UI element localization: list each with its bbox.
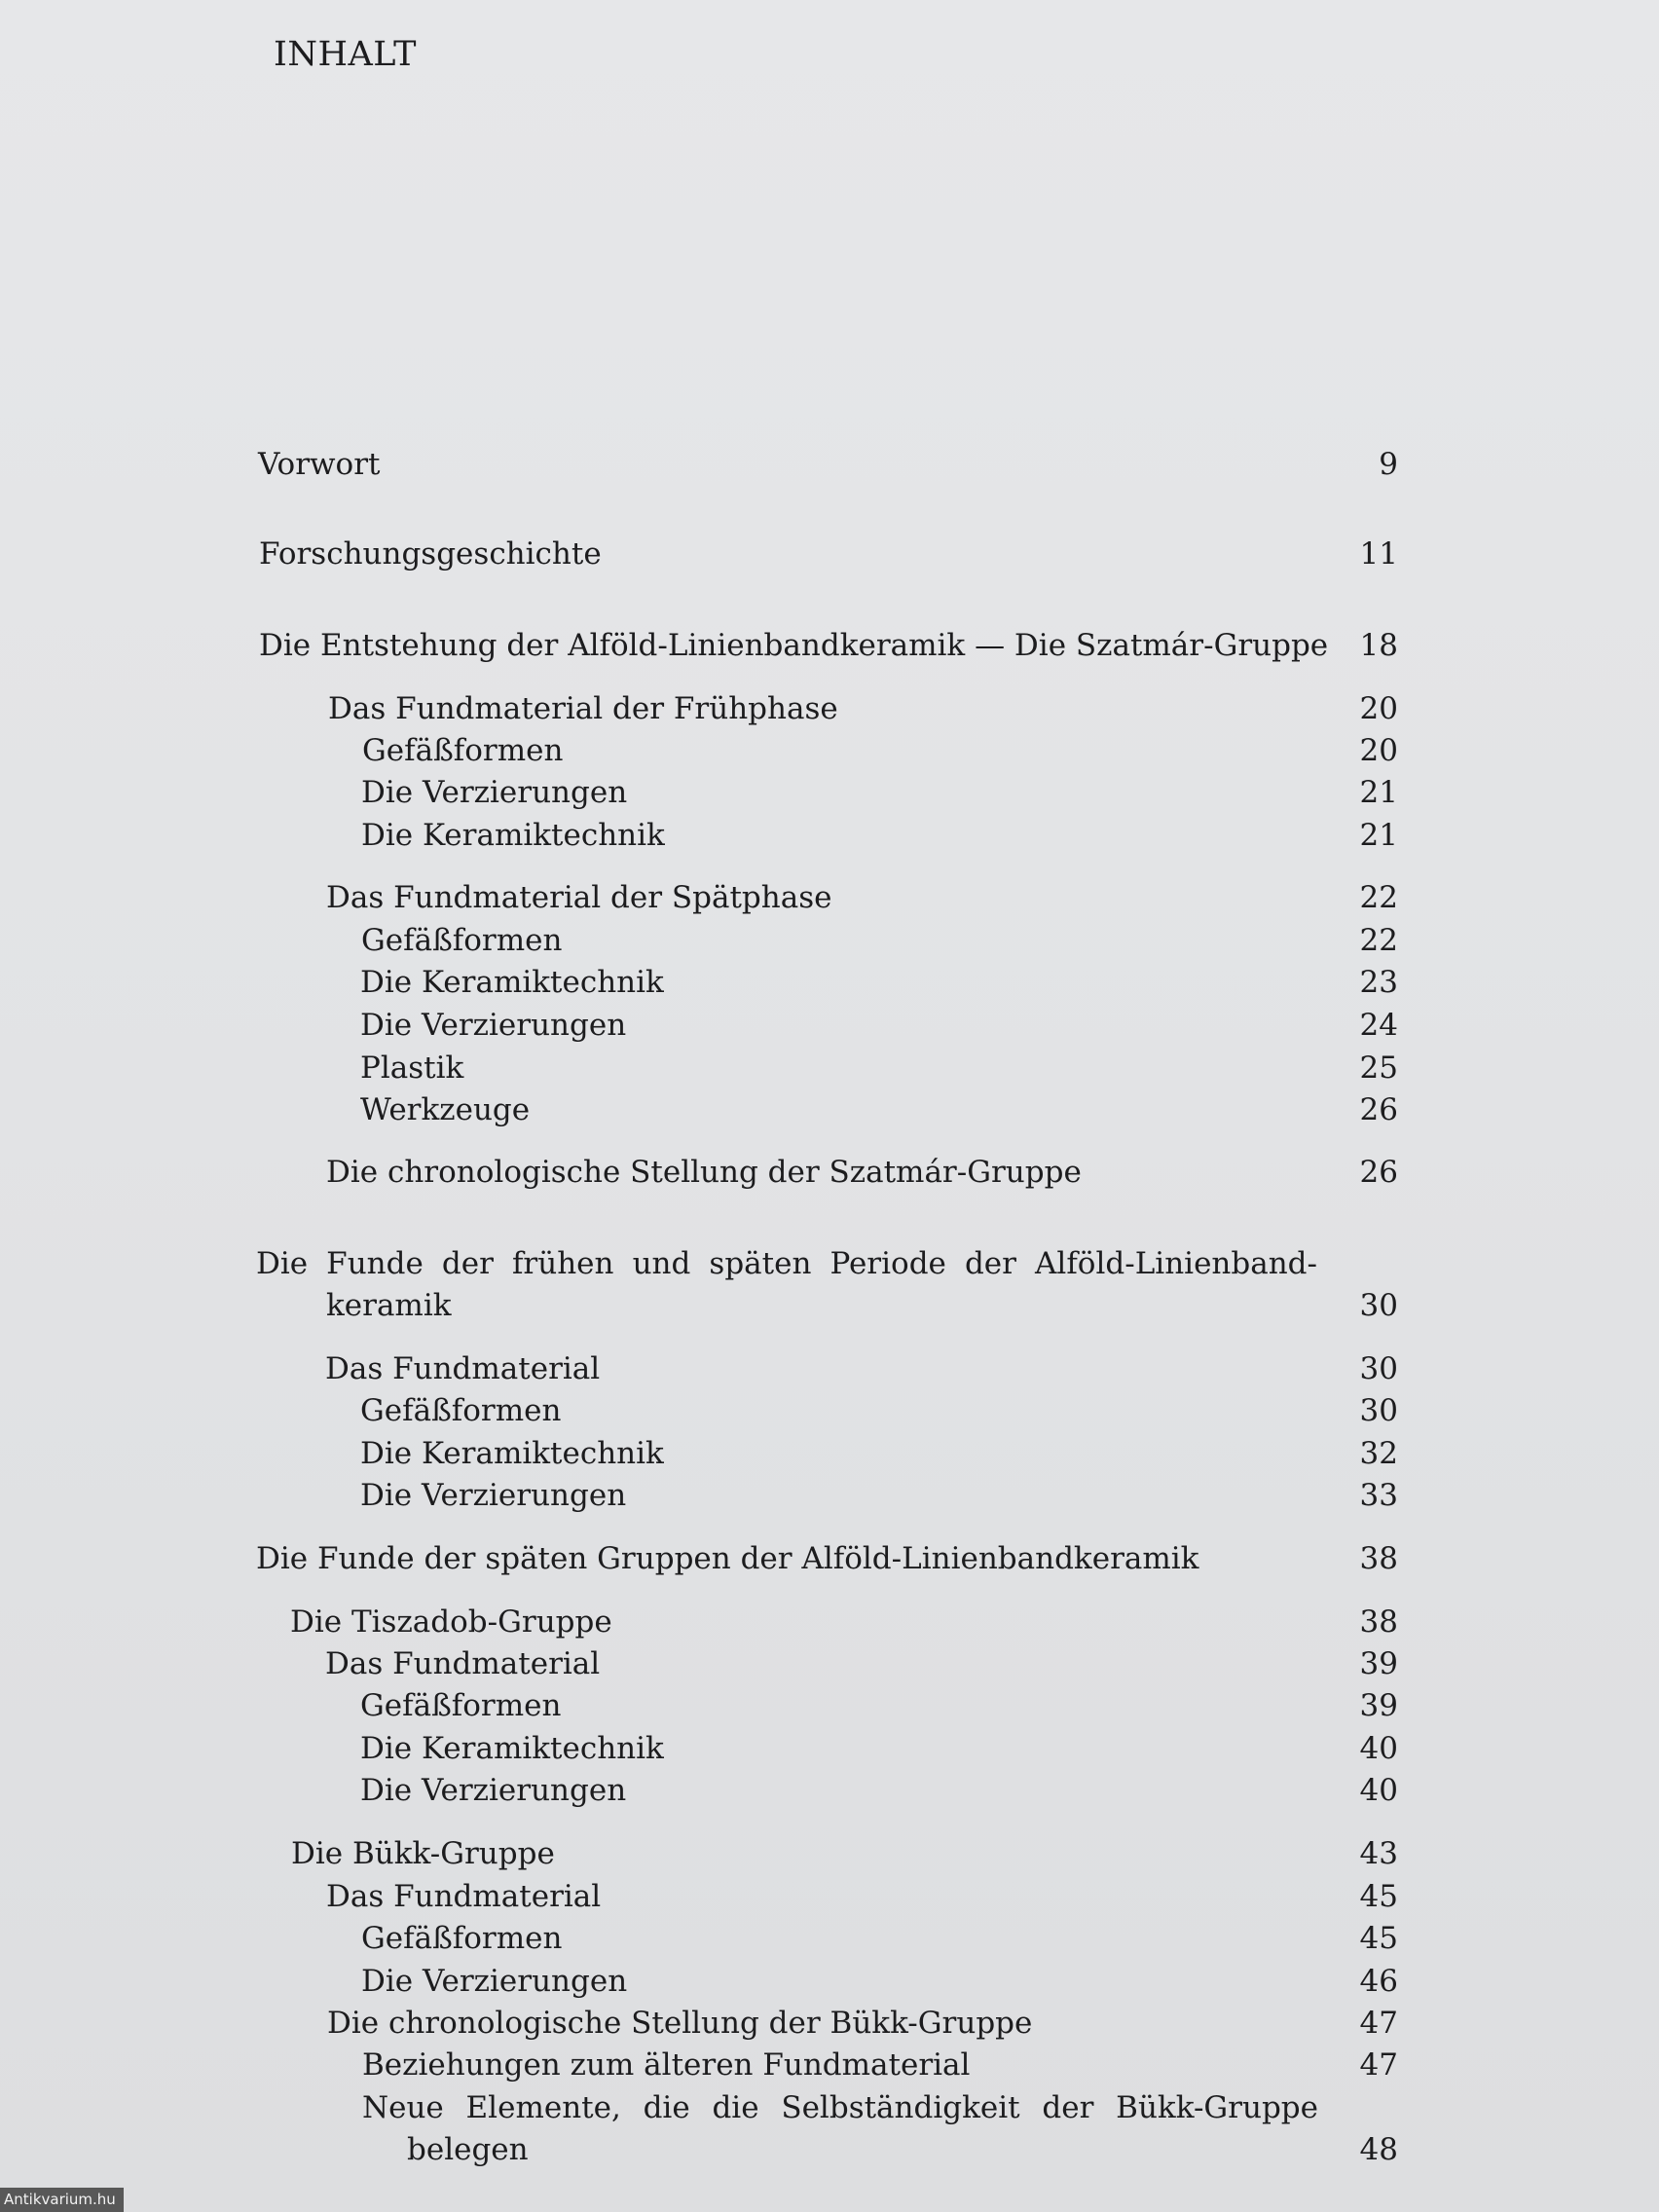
toc-entry-title: Die Verzierungen [360,1478,627,1513]
toc-entry-page: 21 [1359,818,1398,853]
toc-entry-page: 39 [1359,1688,1398,1723]
toc-entry-title: Die Verzierungen [361,1964,628,1999]
toc-entry-neue-elemente[interactable] [0,2086,1659,2129]
toc-entry-title: Gefäßformen [360,1393,562,1428]
toc-entry-verzierungen[interactable] [0,1960,1659,2003]
toc-entry-page: 45 [1359,1879,1398,1914]
toc-entry-page: 22 [1359,923,1398,958]
toc-entry-page: 39 [1359,1646,1398,1681]
toc-entry-page: 33 [1359,1478,1398,1513]
toc-entry-gefaessformen[interactable] [0,729,1659,772]
toc-entry-beziehungen[interactable] [0,2044,1659,2086]
toc-entry-page: 45 [1359,1921,1398,1956]
toc-entry-page: 38 [1359,1541,1398,1576]
toc-entry-title: Die Verzierungen [361,775,628,810]
toc-entry-page: 40 [1359,1773,1398,1808]
toc-entry-chronologische-stellung-szatmar[interactable] [0,1151,1659,1194]
toc-entry-title: Die Verzierungen [360,1773,627,1808]
toc-entry-keramiktechnik[interactable] [0,961,1659,1004]
toc-entry-title: Forschungsgeschichte [259,536,602,571]
toc-entry-title: Die Verzierungen [360,1008,627,1043]
toc-entry-fundmaterial[interactable] [0,1875,1659,1918]
toc-entry-tiszadob-gruppe[interactable] [0,1601,1659,1643]
toc-entry-title: Die chronologische Stellung der Bükk-Gruppe [327,2006,1033,2041]
toc-entry-page: 22 [1359,880,1398,915]
toc-entry-page: 32 [1359,1436,1398,1471]
toc-entry-forschungsgeschichte[interactable] [0,533,1659,575]
toc-entry-title: Neue Elemente, die die Selbständigkeit der Bükk-Gruppe [362,2090,1318,2125]
toc-entry-title: Gefäßformen [362,733,564,768]
toc-entry-page: 30 [1359,1351,1398,1386]
toc-entry-title: Die Keramiktechnik [360,1436,664,1471]
toc-entry-page: 20 [1359,691,1398,726]
toc-entry-title: Die Funde der frühen und späten Periode der Alföld-Linienband- [256,1246,1317,1281]
toc-entry-chronologische-stellung-buekk[interactable] [0,2002,1659,2045]
watermark: Antikvarium.hu [0,2188,124,2212]
toc-entry-title: Das Fundmaterial [325,1351,601,1386]
toc-entry-fundmaterial-spaetphase[interactable] [0,876,1659,919]
toc-entry-werkzeuge[interactable] [0,1088,1659,1131]
toc-entry-title: Gefäßformen [360,1688,562,1723]
toc-entry-page: 21 [1359,775,1398,810]
toc-entry-page: 24 [1359,1008,1398,1043]
toc-entry-title: Das Fundmaterial [326,1879,602,1914]
toc-entry-fundmaterial[interactable] [0,1642,1659,1685]
toc-entry-continuation-line [0,1284,1659,1327]
toc-entry-title: Die Tiszadob-Gruppe [290,1604,612,1640]
toc-entry-page: 46 [1359,1964,1398,1999]
toc-entry-verzierungen[interactable] [0,1004,1659,1047]
toc-entry-funde-fruehe-spaete-periode[interactable] [0,1242,1659,1285]
toc-entry-continuation: belegen [407,2132,529,2167]
toc-entry-page: 26 [1359,1092,1398,1127]
toc-entry-page: 18 [1359,628,1398,663]
toc-entry-page: 25 [1359,1051,1398,1086]
toc-entry-title: Die Entstehung der Alföld-Linienbandkeramik — Die Szatmár-Gruppe [259,628,1329,663]
toc-entry-keramiktechnik[interactable] [0,1432,1659,1475]
toc-entry-title: Die chronologische Stellung der Szatmár-Gruppe [326,1155,1082,1190]
toc-entry-title: Beziehungen zum älteren Fundmaterial [362,2047,971,2083]
toc-entry-fundmaterial[interactable] [0,1347,1659,1390]
toc-entry-title: Die Bükk-Gruppe [291,1836,555,1871]
toc-entry-vorwort[interactable] [0,443,1659,486]
toc-entry-page: 38 [1359,1604,1398,1640]
toc-entry-title: Plastik [360,1051,464,1086]
toc-entry-verzierungen[interactable] [0,771,1659,814]
toc-entry-continuation-line [0,2128,1659,2171]
toc-entry-continuation: keramik [326,1288,452,1323]
toc-entry-page: 23 [1359,965,1398,1000]
toc-entry-fundmaterial-fruehphase[interactable] [0,687,1659,730]
toc-entry-page: 20 [1359,733,1398,768]
toc-entry-page: 47 [1359,2006,1398,2041]
toc-entry-page: 43 [1359,1836,1398,1871]
toc-entry-title: Die Keramiktechnik [361,818,665,853]
toc-entry-title: Werkzeuge [360,1092,531,1127]
toc-entry-title: Vorwort [258,447,381,482]
toc-entry-title: Die Keramiktechnik [360,1731,664,1766]
toc-entry-title: Gefäßformen [361,923,563,958]
toc-entry-gefaessformen[interactable] [0,1684,1659,1727]
toc-entry-page: 9 [1379,447,1398,482]
toc-entry-title: Die Funde der späten Gruppen der Alföld-Linienbandkeramik [256,1541,1199,1576]
toc-entry-page: 40 [1359,1731,1398,1766]
toc-entry-funde-spaete-gruppen[interactable] [0,1537,1659,1580]
toc-entry-title: Das Fundmaterial der Frühphase [328,691,838,726]
toc-entry-entstehung[interactable] [0,624,1659,667]
toc-entry-gefaessformen[interactable] [0,1917,1659,1960]
toc-entry-plastik[interactable] [0,1047,1659,1089]
toc-entry-title: Das Fundmaterial der Spätphase [326,880,832,915]
toc-entry-gefaessformen[interactable] [0,1389,1659,1432]
toc-entry-verzierungen[interactable] [0,1769,1659,1812]
page-title: INHALT [274,35,417,74]
toc-entry-title: Gefäßformen [361,1921,563,1956]
toc-entry-title: Das Fundmaterial [325,1646,601,1681]
toc-entry-gefaessformen[interactable] [0,919,1659,962]
toc-entry-buekk-gruppe[interactable] [0,1832,1659,1875]
toc-entry-page: 26 [1359,1155,1398,1190]
toc-entry-page: 30 [1359,1288,1398,1323]
toc-entry-page: 11 [1359,536,1398,571]
toc-entry-keramiktechnik[interactable] [0,814,1659,857]
toc-entry-page: 30 [1359,1393,1398,1428]
toc-entry-keramiktechnik[interactable] [0,1727,1659,1770]
toc-entry-title: Die Keramiktechnik [360,965,664,1000]
toc-entry-verzierungen[interactable] [0,1474,1659,1517]
toc-entry-page: 48 [1359,2132,1398,2167]
toc-entry-page: 47 [1359,2047,1398,2083]
